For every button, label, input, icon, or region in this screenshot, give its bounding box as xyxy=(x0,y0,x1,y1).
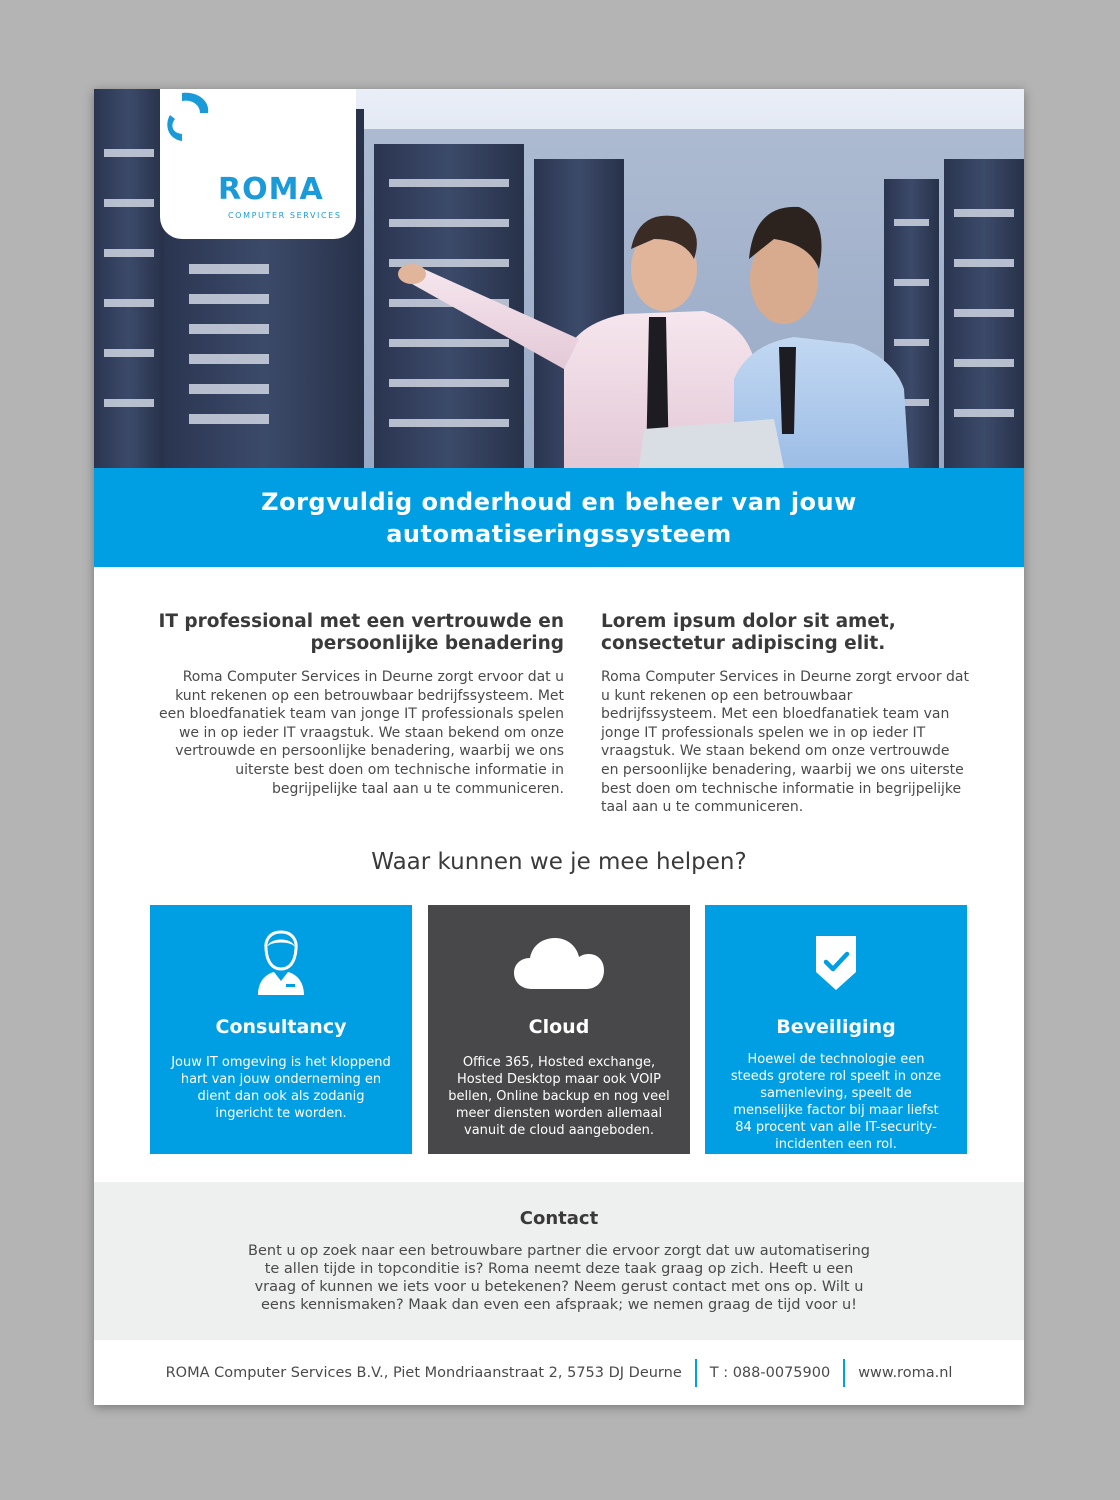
footer-website-link[interactable]: www.roma.nl xyxy=(858,1364,953,1381)
intro-left-column xyxy=(152,611,564,798)
intro-right-body: Roma Computer Services in Deurne zorgt ervoor dat u kunt rekenen op een betrouwbaar bedrijfssysteem. Met een bloedfanatiek team van jonge IT professionals spelen we in op ieder IT vraagstuk. We staan bekend om onze vertrouwde en persoonlijke benadering, waarbij we ons uiterste best doen om technische informatie in begrijpelijke taal aan u te communiceren. xyxy=(601,669,969,816)
footer-divider xyxy=(695,1359,697,1387)
footer-address: ROMA Computer Services B.V., Piet Mondriaanstraat 2, 5753 DJ Deurne xyxy=(165,1364,682,1381)
service-text: Jouw IT omgeving is het kloppend hart van jouw onderneming en dient dan ook als zodanig ingericht te worden. xyxy=(171,1055,391,1121)
services-title: Waar kunnen we je mee helpen? xyxy=(371,849,747,875)
contact-section xyxy=(94,1182,1024,1340)
hero-image xyxy=(94,89,1024,468)
cloud-icon xyxy=(512,935,606,991)
service-text: Hoewel de technologie een steeds grotere rol speelt in onze samenleving, speelt de menselijke factor bij maar liefst 84 procent van alle IT-security-incidenten een rol. xyxy=(730,1052,942,1152)
service-title: Beveiliging xyxy=(776,1016,896,1038)
contact-body: Bent u op zoek naar een betrouwbare partner die ervoor zorgt dat uw automatisering te allen tijde in topconditie is? Roma neemt deze taak graag op zich. Heeft u een vraag of kunnen we iets voor u betekenen? Neem gerust contact met ons op. Wilt u eens kennismaken? Maak dan even een afspraak; we nemen graag de tijd voor u! xyxy=(248,1243,870,1313)
intro-right-heading: Lorem ipsum dolor sit amet, consectetur adipiscing elit. xyxy=(601,611,896,654)
logo-wordmark: ROMA xyxy=(218,172,324,207)
footer-divider xyxy=(843,1359,845,1387)
service-card-consultancy xyxy=(150,905,412,1154)
footer xyxy=(94,1340,1024,1405)
intro-right-column xyxy=(601,611,971,817)
intro-left-body: Roma Computer Services in Deurne zorgt ervoor dat u kunt rekenen op een betrouwbaar bedrijfssysteem. Met een bloedfanatiek team van jonge IT professionals spelen we in op ieder IT vraagstuk. We staan bekend om onze vertrouwde en persoonlijke benadering, waarbij we ons uiterste best doen om technische informatie in begrijpelijke taal aan u te communiceren. xyxy=(158,669,564,797)
shield-check-icon xyxy=(814,934,858,992)
service-text: Office 365, Hosted exchange, Hosted Desktop maar ook VOIP bellen, Online backup en nog veel meer diensten worden allemaal vanuit de cloud aangeboden. xyxy=(448,1055,670,1138)
flyer-page xyxy=(94,89,1024,1405)
intro-left-heading: IT professional met een vertrouwde en persoonlijke benadering xyxy=(158,611,564,654)
person-icon xyxy=(256,929,306,997)
logo-card xyxy=(160,89,356,239)
headline: Zorgvuldig onderhoud en beheer van jouw automatiseringssysteem xyxy=(261,487,857,548)
service-card-cloud xyxy=(428,905,690,1154)
logo-tagline: COMPUTER SERVICES xyxy=(228,211,342,220)
footer-phone: T : 088-0075900 xyxy=(709,1364,831,1381)
roma-logo-icon xyxy=(160,89,212,147)
service-title: Consultancy xyxy=(215,1016,347,1038)
service-title: Cloud xyxy=(528,1016,590,1038)
headline-banner xyxy=(94,468,1024,567)
contact-heading: Contact xyxy=(519,1208,599,1229)
service-card-beveiliging xyxy=(705,905,967,1154)
